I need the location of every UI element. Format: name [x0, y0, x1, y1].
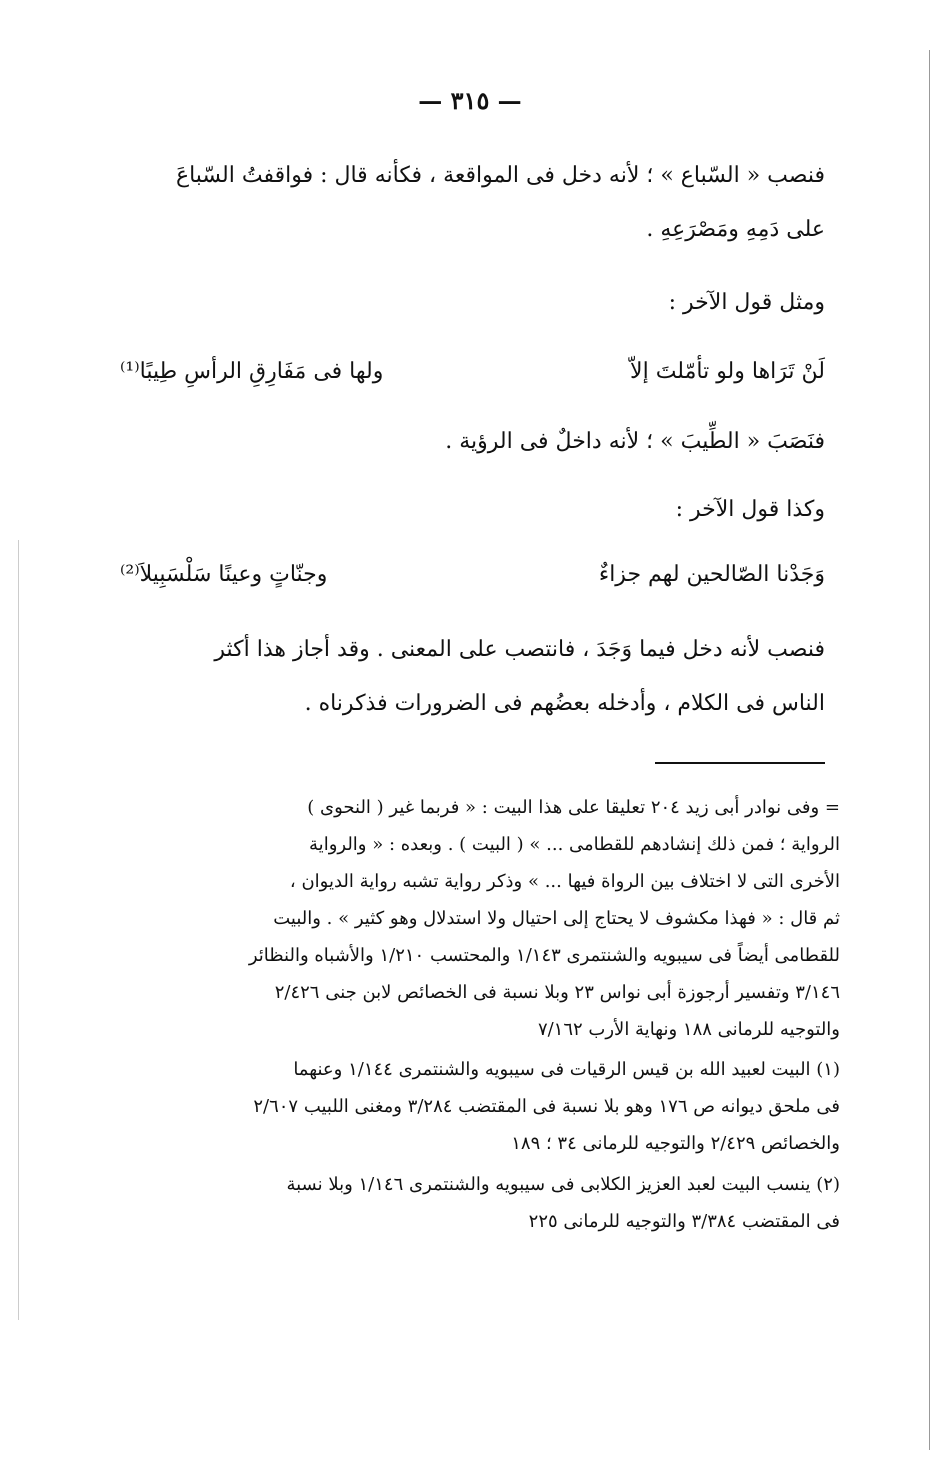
footnote-line: للقطامى أيضاً فى سيبويه والشنتمرى ١/١٤٣ والمحتسب ١/٢١٠ والأشباه والنظائر [248, 945, 840, 966]
body-line: فنَصَبَ « الطِّيبَ » ؛ لأنه داخلٌ فى الرؤية . [445, 429, 825, 454]
body-line: ومثل قول الآخر : [668, 290, 825, 315]
verse-1 [120, 352, 825, 392]
verse-2-second-hemistich: وجنّاتٍ وعينًا سَلْسَبِيلاَ⁽²⁾ [120, 562, 328, 587]
footnote-line: = وفى نوادر أبى زيد ٢٠٤ تعليقا على هذا البيت : « فربما غير ( النحوى ) [307, 797, 840, 818]
footnote-line: الأخرى التى لا اختلاف بين الرواة فيها ... » وذكر رواية تشبه رواية الديوان ، [289, 871, 840, 892]
verse-1-first-hemistich: لَنْ تَرَاها ولو تأمّلتَ إلاّ [630, 359, 825, 384]
footnote-line: ٣/١٤٦ وتفسير أرجوزة أبى نواس ٢٣ وبلا نسبة فى الخصائص لابن جنى ٢/٤٢٦ [274, 982, 840, 1003]
verse-2 [120, 555, 825, 595]
footnote-1-line: فى ملحق ديوانه ص ١٧٦ وهو بلا نسبة فى المقتضب ٣/٢٨٤ ومغنى اللبيب ٢/٦٠٧ [253, 1096, 840, 1117]
footnote-2-line: (٢) ينسب البيت لعبد العزيز الكلابى فى سيبويه والشنتمرى ١/١٤٦ وبلا نسبة [286, 1174, 840, 1195]
footnote-line: ثم قال : « فهذا مكشوف لا يحتاج إلى احتيال ولا استدلال وهو كثير » . والبيت [273, 908, 840, 929]
page-edge-line [929, 50, 930, 1450]
body-line: الناس فى الكلام ، وأدخله بعضُهم فى الضرورات فذكرناه . [304, 691, 825, 716]
footnote-line: الرواية ؛ فمن ذلك إنشادهم للقطامى ... » ( البيت ) . وبعده : « والرواية [309, 834, 840, 855]
verse-1-second-hemistich: ولها فى مَفَارِقِ الرأسِ طِيبًا⁽¹⁾ [120, 359, 384, 384]
footnote-2-line: فى المقتضب ٣/٣٨٤ والتوجيه للرمانى ٢٢٥ [528, 1211, 840, 1232]
body-line: وكذا قول الآخر : [675, 497, 825, 522]
verse-2-first-hemistich: وَجَدْنا الصّالحين لهم جزاءٌ [598, 562, 825, 587]
footnote-1-line: (١) البيت لعبيد الله بن قيس الرقيات فى سيبويه والشنتمرى ١/١٤٤ وعنهما [293, 1059, 840, 1080]
footnote-separator [655, 762, 825, 764]
page-edge-shadow [18, 540, 19, 1320]
footnote-line: والتوجيه للرمانى ١٨٨ ونهاية الأرب ٧/١٦٢ [537, 1019, 840, 1040]
body-line: فنصب لأنه دخل فيما وَجَدَ ، فانتصب على المعنى . وقد أجاز هذا أكثر [214, 637, 825, 662]
page-number: — ٣١٥ — [418, 86, 522, 115]
body-line: على دَمِهِ ومَصْرَعِهِ . [646, 217, 825, 242]
body-line: فنصب « السّباع » ؛ لأنه دخل فى المواقعة ، فكأنه قال : فواقفتُ السّباعَ [175, 163, 825, 188]
footnote-1-line: والخصائص ٢/٤٢٩ والتوجيه للرمانى ٣٤ ؛ ١٨٩ [511, 1133, 840, 1154]
